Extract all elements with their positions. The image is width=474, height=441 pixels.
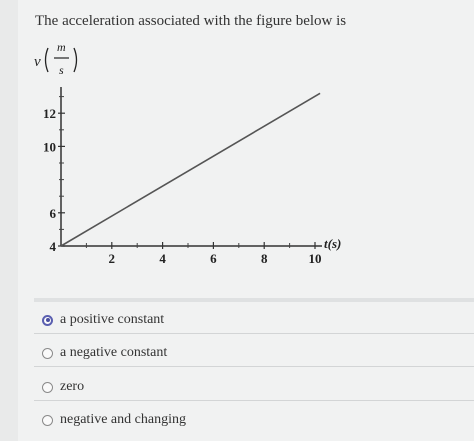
divider [34, 333, 474, 334]
question-text: The acceleration associated with the figure below is [35, 13, 347, 29]
divider [34, 400, 474, 401]
x-tick-label: 2 [108, 251, 116, 266]
x-tick-label: 8 [260, 251, 268, 266]
radio-icon[interactable] [42, 348, 53, 359]
y-tick-label: 4 [49, 239, 56, 254]
divider [34, 366, 474, 367]
y-tick-label: 10 [43, 139, 56, 155]
y-axis-symbol: v [34, 54, 41, 70]
option-row[interactable] [42, 312, 164, 328]
y-label-paren-left [46, 48, 49, 72]
option-label: a positive constant [60, 312, 165, 327]
y-label-paren-right [74, 48, 77, 72]
radio-icon[interactable] [42, 415, 53, 426]
y-tick-label: 6 [49, 205, 56, 221]
y-unit-numerator: m [57, 40, 66, 54]
radio-icon[interactable] [42, 382, 53, 393]
option-row[interactable] [42, 379, 84, 395]
y-tick-label: 12 [43, 106, 56, 122]
x-tick-label: 4 [159, 251, 166, 266]
x-tick-label: 10 [308, 251, 322, 266]
option-label: negative and changing [60, 412, 186, 427]
option-row[interactable] [42, 345, 167, 361]
radio-selected-icon[interactable] [42, 315, 53, 326]
divider [34, 298, 474, 302]
x-tick-label: 6 [210, 251, 217, 266]
option-row[interactable] [42, 412, 186, 428]
option-label: zero [60, 379, 85, 394]
x-axis-label: t(s) [324, 236, 342, 251]
y-unit-denominator: s [59, 63, 64, 77]
velocity-line [61, 93, 320, 246]
option-label: a negative constant [60, 345, 168, 360]
